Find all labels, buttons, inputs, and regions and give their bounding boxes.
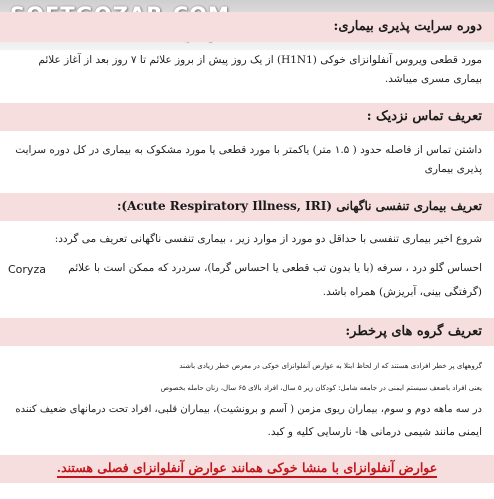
section-3-body: [55, 230, 482, 302]
section-1-heading: دوره سرایت پذیری بیماری:: [333, 19, 482, 34]
section-2-body: [15, 141, 482, 179]
section-4-line-3: در سه ماهه دوم و سوم، بیماران ریوی مزمن ( آسم و برونشیت)، بیماران قلبی، افراد تحت درمانهای ضعیف کننده: [15, 404, 482, 415]
section-3-line-1: شروع اخیر بیماری تنفسی با حداقل دو مورد از موارد زیر ، بیماری تنفسی ناگهانی تعریف می گردد:: [54, 233, 482, 245]
section-4-line-2: یعنی افراد باضعف سیستم ایمنی در جامعه شامل: کودکان زیر ۵ سال، افراد بالای ۶۵ سال، زنان حامله بخصوص: [160, 384, 482, 392]
section-3-heading: تعریف بیماری تنفسی ناگهانی (Acute Respiratory Illness, IRI):: [116, 199, 482, 213]
section-3-line-2: احساس گلو درد ، سرفه (با یا بدون تب قطعی یا احساس گرما)، سردرد که ممکن است با علائم: [68, 262, 482, 274]
section-1-line-2: بیماری مسری میباشد.: [384, 73, 482, 85]
section-2-line-2: پذیری بیماری: [424, 163, 482, 175]
section-2-heading: تعریف تماس نزدیک :: [366, 109, 482, 124]
section-4-body: [15, 355, 482, 443]
section-1-body: [38, 51, 482, 89]
complications-note-text: عوارض آنفلوانزای با منشا خوکی همانند عوارض آنفلوانزای فصلی هستند.: [57, 460, 437, 478]
section-3-line-3: (گرفتگی بینی، آبریزش) همراه باشد.: [322, 286, 482, 298]
coryza-term: Coryza: [8, 263, 46, 276]
section-4-heading: تعریف گروه های پرخطر:: [345, 324, 482, 339]
complications-note: [0, 460, 494, 475]
section-4-line-1: گروههای پر خطر افرادی هستند که از لحاظ ابتلا به عوارض آنفلوانزای خوکی در معرض خطر زیادی باشند: [179, 362, 482, 370]
section-2-line-1: داشتن تماس از فاصله حدود ( ۱.۵ متر) یاکمتر با مورد قطعی یا مورد مشکوک به بیماری در کل دوره سرایت: [15, 144, 482, 156]
section-1-line-1: مورد قطعی ویروس آنفلوانزای خوکی (H1N1) از یک روز پیش از بروز علائم تا ۷ روز بعد از آغاز علائم: [38, 54, 482, 66]
section-4-line-4: ایمنی مانند شیمی درمانی ها- نارسایی کلیه و کبد.: [267, 426, 482, 438]
